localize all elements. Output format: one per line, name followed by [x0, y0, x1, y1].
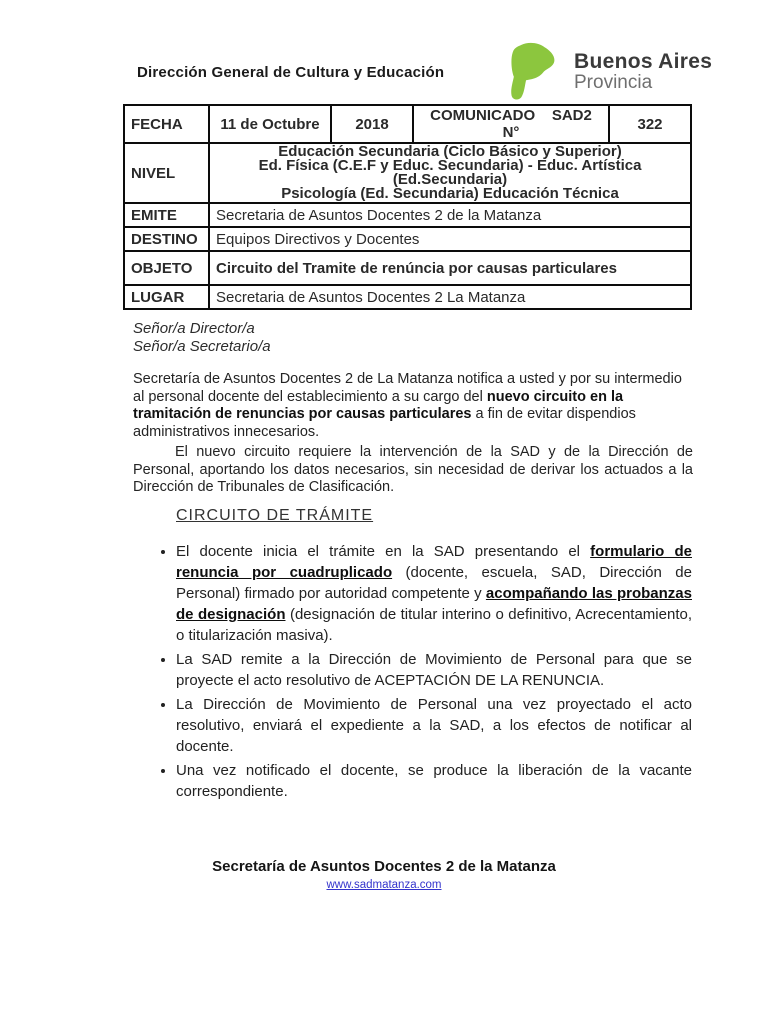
b1-seg-4-bold-underline: acompañando las probanzas de designación [176, 585, 692, 623]
objeto-label: OBJETO [124, 251, 209, 285]
nivel-value [209, 143, 691, 203]
lugar-label: LUGAR [124, 285, 209, 309]
comunicado-label: COMUNICADO SAD2 N° [413, 105, 609, 143]
comunicado-number: 322 [609, 105, 691, 143]
salutation-line-1: Señor/a Director/a [133, 320, 255, 337]
buenos-aires-map-icon [500, 42, 566, 100]
header-department: Dirección General de Cultura y Educación [137, 64, 445, 81]
fecha-label: FECHA [124, 105, 209, 143]
logo-text [574, 50, 712, 93]
nivel-line-1: Educación Secundaria (Ciclo Básico y Superior) [278, 143, 622, 160]
paragraph-circuito: El nuevo circuito requiere la intervención de la SAD y de la Dirección de Personal, aportando los datos necesarios, sin necesidad de derivar los actuados a la Dirección de Tribunales de Clasificación. [133, 444, 693, 496]
b1-seg-3: (docente, escuela, SAD, Dirección de Personal) firmado por autoridad competente y [176, 564, 692, 602]
fecha-value: 11 de Octubre [209, 105, 331, 143]
p1-text-bold: nuevo circuito en la tramitación de renuncias por causas particulares [133, 388, 624, 423]
nivel-line-3: Psicología (Ed. Secundaria) Educación Técnica [281, 185, 619, 202]
footer-organization: Secretaría de Asuntos Docentes 2 de la Matanza [212, 858, 556, 875]
list-item-step-3: • La Dirección de Movimiento de Personal una vez proyectado el acto resolutivo, enviará el expediente a la SAD, a los efectos de notificar al docente. [176, 694, 692, 757]
destino-label: DESTINO [124, 227, 209, 251]
p1-text-pre: Secretaría de Asuntos Docentes 2 de La Matanza notifica a usted y por su intermedio al personal docente del establecimiento a su cargo del [133, 371, 682, 405]
table-row-lugar [124, 285, 691, 309]
logo-brand: Buenos Aires [574, 49, 713, 73]
table-row-emite [124, 203, 691, 227]
comunicado-info-table [123, 104, 692, 310]
lugar-value: Secretaria de Asuntos Docentes 2 La Matanza [209, 285, 691, 309]
table-row-nivel [124, 143, 691, 203]
logo-subtitle: Provincia [574, 71, 653, 93]
b1-seg-1: El docente inicia el trámite en la SAD presentando el [176, 543, 591, 560]
emite-value: Secretaria de Asuntos Docentes 2 de la Matanza [209, 203, 691, 227]
objeto-value: Circuito del Tramite de renúncia por causas particulares [209, 251, 691, 285]
footer [0, 858, 768, 893]
year-value: 2018 [331, 105, 413, 143]
b1-seg-5: (designación de titular interino o definitivo, Acrecentamiento, o titularización masiva). [176, 606, 692, 644]
table-row-objeto [124, 251, 691, 285]
destino-value: Equipos Directivos y Docentes [209, 227, 691, 251]
salutation [133, 320, 271, 355]
p1-text-post: a fin de evitar dispendios administrativos innecesarios. [133, 406, 636, 440]
salutation-line-2: Señor/a Secretario/a [133, 337, 271, 355]
b1-seg-2-bold-underline: formulario de renuncia por cuadruplicado [176, 543, 692, 581]
tramite-steps [152, 541, 692, 805]
list-item-step-1 [176, 541, 692, 646]
table-row-destino [124, 227, 691, 251]
table-row-fecha [124, 105, 691, 143]
paragraph-notification [133, 371, 693, 441]
emite-label: EMITE [124, 203, 209, 227]
list-item-step-4: • Una vez notificado el docente, se produce la liberación de la vacante correspondiente. [176, 760, 692, 802]
list-item-step-2: • La SAD remite a la Dirección de Movimiento de Personal para que se proyecte el acto resolutivo de ACEPTACIÓN DE LA RENUNCIA. [176, 649, 692, 691]
provincia-logo [500, 42, 712, 100]
nivel-line-2: Ed. Física (C.E.F y Educ. Secundaria) - Educ. Artística (Ed.Secundaria) [258, 157, 642, 188]
nivel-label: NIVEL [124, 143, 209, 203]
footer-website-link[interactable]: www.sadmatanza.com [326, 879, 442, 891]
section-heading: CIRCUITO DE TRÁMITE [176, 507, 374, 524]
